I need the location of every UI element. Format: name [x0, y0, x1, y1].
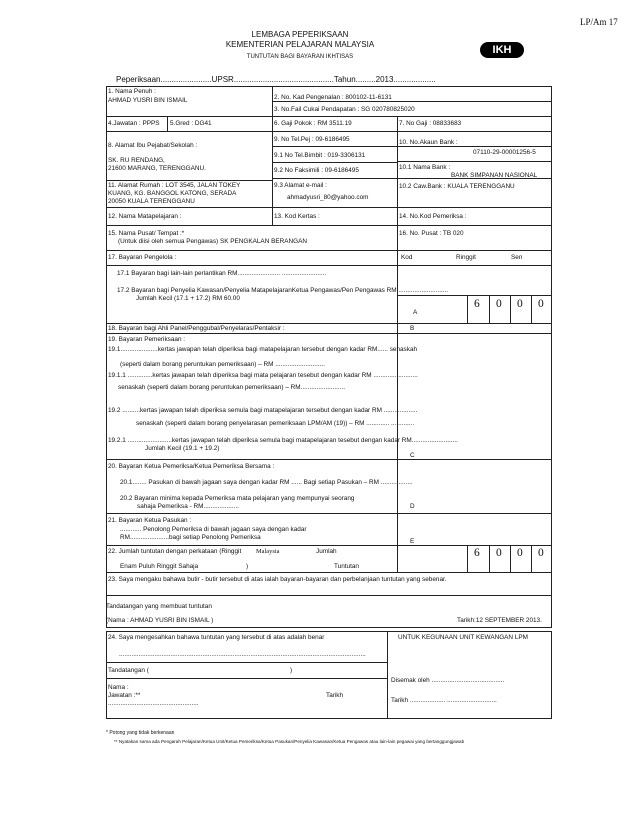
certifier-name-label: Nama : [108, 684, 129, 691]
form-reference: LP/Am 17 [580, 17, 618, 27]
home-address-line1: 11. Alamat Rumah : LOT 3545, JALAN TOKEY [108, 182, 241, 189]
amount-a-digit3: 0 [517, 298, 523, 310]
tax-file-number: 3. No.Fail Cukai Pendapatan : SG 020780825020 [274, 106, 415, 113]
column-ringgit: Ringgit [456, 254, 476, 261]
item-19-2-note: senaskah (seperti dalam borang penyelarasan pemeriksaan LPM/AM (19)) – RM ............. ............. [136, 420, 415, 427]
centre-number: 16. No. Pusat : TB 020 [399, 230, 464, 237]
total-in-words-close: ) [246, 563, 249, 570]
fax-number: 9.2 No Faksimili : 09-6186495 [274, 167, 359, 174]
header-title-board: LEMBAGA PEPERIKSAAN [251, 30, 349, 39]
column-code: Kod [401, 254, 413, 261]
claim-date: Tarikh:12 SEPTEMBER 2013. [457, 617, 542, 624]
certifier-signature-label: Tandatangan ( [108, 667, 149, 674]
claimant-signature-label: Tandatangan yang membuat tuntutan [106, 603, 212, 610]
certifier-date-label: Tarikh [326, 692, 344, 699]
claimant-name: (Nama : AHMAD YUSRI BIN ISMAIL ) [106, 617, 214, 624]
item-19-1: 19.1.....................kertas jawapan telah diperiksa bagi matapelajaran tersebut dengan kadar RM...... senaskah [108, 346, 418, 353]
bank-account-value: 07110-29-00001256-5 [473, 149, 536, 156]
finance-office-title: UNTUK KEGUNAAN UNIT KEWANGAN LPM [398, 634, 528, 641]
chief-examiner-label: 20. Bayaran Ketua Pemeriksa/Ketua Pemeriksa Bersama : [108, 463, 275, 470]
email-label: 9.3 Alamat e-mail : [274, 182, 327, 189]
code-d: D [410, 503, 415, 510]
item-20-1: 20.1........ Pasukan di bawah jagaan saya dengan kadar RM ...... Bagi setiap Pasukan – RM .................. [120, 479, 413, 486]
total-digit2: 0 [496, 547, 502, 559]
certifier-signature-close: ) [290, 667, 293, 674]
basic-salary: 6. Gaji Pokok : RM 3511.19 [274, 120, 352, 127]
office-phone: 9. No Tel.Pej : 09-6186495 [274, 136, 350, 143]
total-tuntutan-label: Tuntutan [334, 563, 359, 570]
amount-a-digit1: 6 [474, 298, 480, 310]
column-sen: Sen [511, 254, 523, 261]
total-digit4: 0 [538, 547, 544, 559]
other-appointment-line: 17.1 Bayaran bagi lain-lain perlantikan RM........................ ......................... [117, 270, 327, 277]
footnote-officer: ** Nyatakan sama ada Pengarah Pelajaran/Ketua Unit/Ketua Pemeriksa/Ketua Pasukan/Penyelia Kawasan/Ketua Pengawas atau lain-lain pegawai yang bertanggungjawab [114, 739, 465, 744]
organiser-payment-label: 17. Bayaran Pengelola : [108, 254, 177, 261]
header-title-claim: TUNTUTAN BAGI BAYARAN IKHTISAS [246, 54, 354, 60]
full-name-value: AHMAD YUSRI BIN ISMAIL [108, 97, 188, 104]
email-value: ahmadyusri_80@yahoo.com [287, 194, 369, 201]
finance-date: Tarikh .................... ............................ [391, 697, 497, 704]
office-address-line2: 21600 MARANG, TERENGGANU. [108, 165, 206, 172]
code-b: B [410, 325, 415, 332]
centre-name-label: 15. Nama Pusat/ Tempat :* [108, 230, 185, 237]
mobile-phone: 9.1 No Tel.Bimbit : 019-3306131 [274, 152, 366, 159]
total-jumlah-label: Jumlah [316, 548, 337, 555]
item-19-1-1: 19.1.1 ..............kertas jawapan telah diperiksa bagi mata pelajaran tesebut dengan kadar RM ......................... [108, 372, 418, 379]
item-19-2-1: 19.2.1 .........................kertas jawapan telah diperiksa semula bagi matapelajaran tesebut dengan kadar RM.......................... [108, 437, 458, 444]
subject-name: 12. Nama Matapelajaran : [108, 213, 182, 220]
item-21-line1: ............ Penolong Pemeriksa di bawah jagaan saya dengan kadar [120, 526, 307, 533]
exam-line: Peperiksaan.......................UPSR.............................................Tahun.........2013................... [116, 75, 436, 84]
footnote-strike: * Potong yang tidak berkenaan [106, 730, 175, 736]
full-name-label: 1. Nama Penuh : [108, 88, 156, 95]
total-in-words-malaysia: Malaysia [256, 548, 280, 555]
bank-branch: 10.2 Caw.Bank : KUALA TERENGGANU [399, 183, 515, 190]
home-address-line3: 20050 KUALA TERENGGANU [108, 198, 195, 205]
office-address-label: 8. Alamat Ibu Pejabat/Sekolah : [108, 142, 198, 149]
home-address-line2: KUANG, KG. BANGGOL KATONG, SERADA [108, 190, 237, 197]
item-20-2-line2: sahaja Pemeriksa - RM.................... [137, 503, 239, 510]
bank-name-value: BANK SIMPANAN NASIONAL [451, 172, 538, 179]
total-digit1: 6 [474, 547, 480, 559]
item-21-line2: RM......................bagi setiap Penolong Pemeriksa [120, 534, 261, 541]
bank-account-label: 10. No.Akaun Bank : [399, 139, 458, 146]
amount-a-digit2: 0 [496, 298, 502, 310]
item-19-2: 19.2 ..........kertas jawapan telah diperiksa semula bagi matapelajaran tersebut dengan kadar RM ................... [108, 407, 418, 414]
total-digit3: 0 [517, 547, 523, 559]
code-e: E [410, 538, 415, 545]
centre-name-value: (Untuk diisi oleh semua Pengawas) SK PENGKALAN BERANGAN [118, 238, 307, 245]
certifier-position-dots: ................................................... [108, 700, 199, 707]
item-20-2-line1: 20.2 Bayaran minima kepada Pemeriksa mata pelajaran yang mempunyai seorang [120, 495, 355, 502]
code-c: C [410, 452, 415, 459]
team-leader-label: 21. Bayaran Ketua Pasukan : [108, 517, 192, 524]
position: 4.Jawatan : PPPS [108, 120, 160, 127]
examiner-code: 14. No.Kod Pemeriksa : [399, 213, 467, 220]
examination-payment-label: 19. Bayaran Pemeriksaan : [108, 336, 186, 343]
declaration-statement: 23. Saya mengaku bahawa butir - butir tersebut di atas ialah bayaran-bayaran dan perbelanjaan tuntutan yang sebenar. [108, 576, 447, 583]
grade: 5.Gred : DG41 [170, 120, 212, 127]
item-19-1-note: (seperti dalam borang peruntukan pemeriksaan) – RM ............................ [120, 361, 325, 368]
panel-payment-label: 18. Bayaran bagi Ahli Panel/Penggubal/Penyelaras/Pentaksir : [108, 325, 285, 332]
office-address-line1: SK. RU RENDANG, [108, 157, 165, 164]
header-title-ministry: KEMENTERIAN PELAJARAN MALAYSIA [225, 40, 375, 49]
subtotal-a: Jumlah Kecil (17.1 + 17.2) RM 60.00 [136, 295, 240, 302]
amount-a-digit4: 0 [538, 298, 544, 310]
item-19-1-1-note: senaskah (seperti dalam borang peruntukan pemeriksaan) – RM......................... [118, 384, 345, 391]
ikh-badge: IKH [480, 42, 524, 58]
checked-by: Disemak oleh ......................................... [391, 677, 505, 684]
ic-number: 2. No. Kad Pengenalan : 800102-11-6131 [274, 94, 392, 101]
code-a: A [413, 309, 418, 316]
subtotal-c: Jumlah Kecil (19.1 + 19.2) [145, 445, 220, 452]
paper-code: 13. Kod Kertas : [274, 213, 320, 220]
bank-name-label: 10.1 Nama Bank : [399, 164, 451, 171]
supervisor-payment-line: 17.2 Bayaran bagi Penyelia Kawasan/Penyelia MatapelajaranKetua Pengawas/Pen Pengawas RM............................. [117, 287, 449, 294]
salary-number: 7. No Gaji : 08833683 [399, 120, 462, 127]
certification-statement: 24. Saya mengesahkan bahawa tuntutan yang tersebut di atas adalah benar [108, 634, 325, 641]
total-in-words-label: 22. Jumlah tuntutan dengan perkataan (Ringgit [108, 548, 242, 555]
total-in-words-value: Enam Puluh Ringgit Sahaja [120, 563, 199, 570]
certification-dots: ........................................................................................................................................... [119, 651, 366, 658]
certifier-position-label: Jawatan :** [108, 692, 141, 699]
